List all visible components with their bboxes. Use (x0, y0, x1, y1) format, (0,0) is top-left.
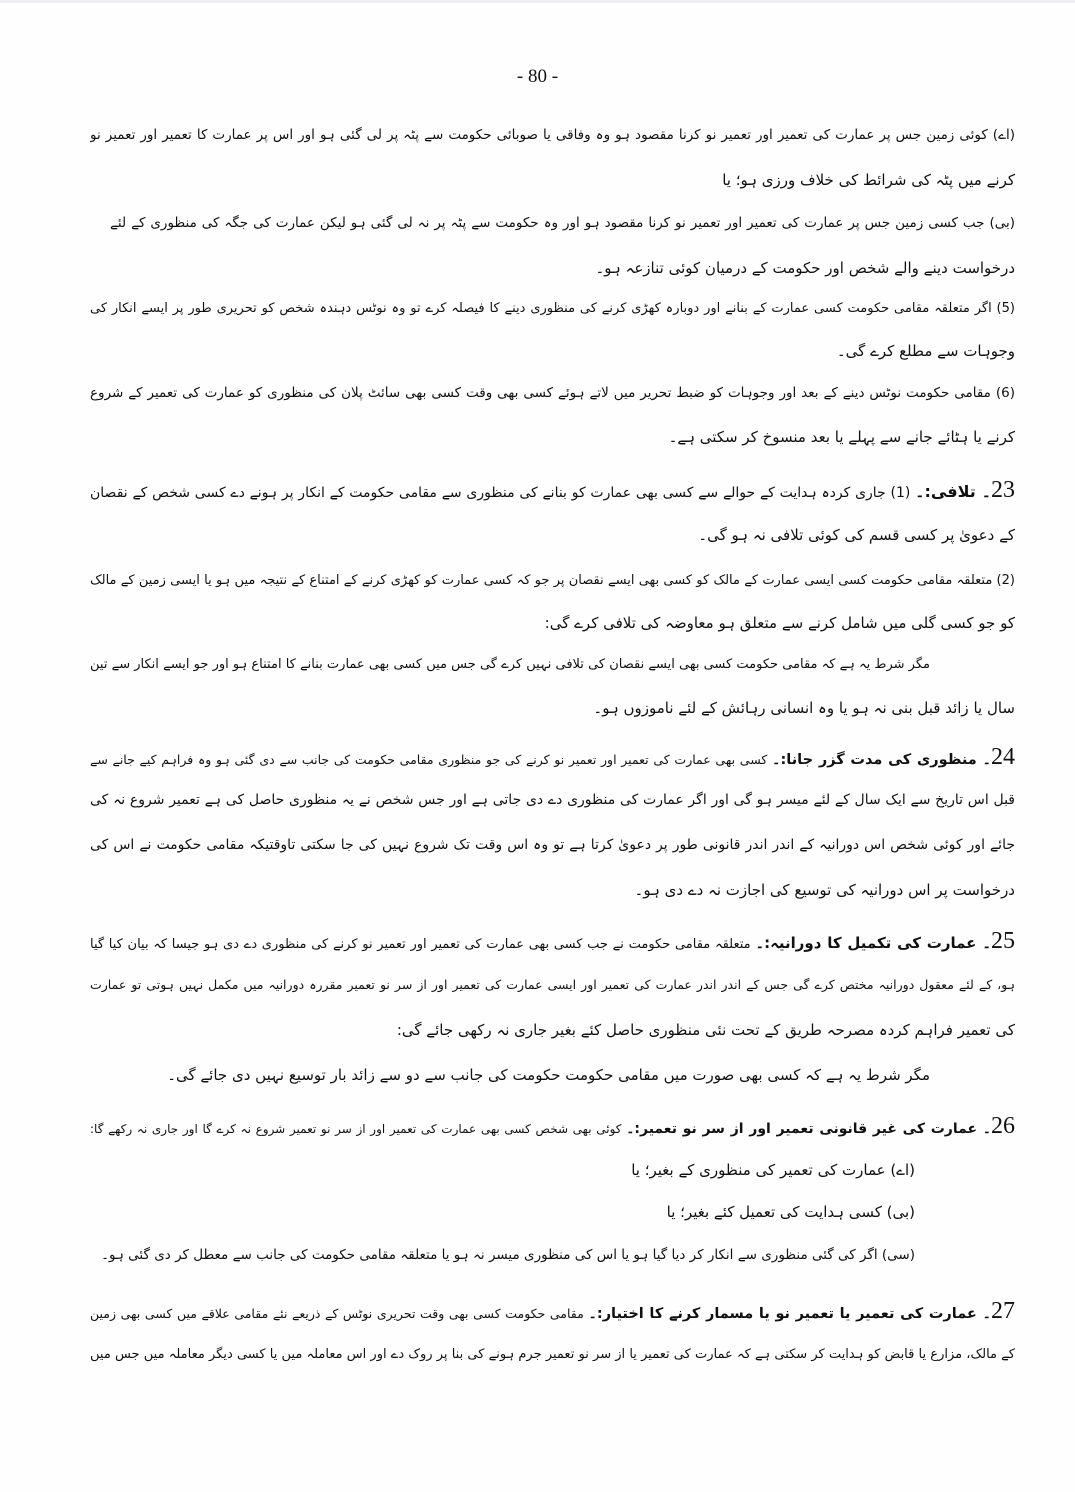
text-line: (بی) جب کسی زمین جس پر عمارت کی تعمیر اور تعمیر نو کرنا مقصود ہو اور وہ حکومت سے پٹہ پر نہ لی گئی ہو لیکن عمارت کی جگہ کی منظوری کے لئے (110, 215, 1015, 231)
section-text: مقامی حکومت کسی بھی وقت تحریری نوٹس کے ذریعے نئے مقامی علاقے میں کسی بھی زمین (90, 1306, 584, 1321)
section-heading: ۔ عمارت کی تکمیل کا دورانیہ:۔ (755, 934, 991, 952)
text-line: قبل اس تاریخ سے ایک سال کے لئے میسر ہو گی اور اگر عمارت کی منظوری دے دی جاتی ہے اور جس شخص نے یہ منظوری حاصل کی ہے تعمیر شروع نہ کی (90, 792, 1015, 808)
section-number: 27 (991, 1298, 1015, 1324)
section-heading: ۔ عمارت کی غیر قانونی تعمیر اور از سر نو تعمیر:۔ (626, 1121, 991, 1137)
text-line: کی تعمیر فراہم کردہ مصرحہ طریق کے تحت نئی منظوری حاصل کئے بغیر جاری نہ رکھی جائے گی: (396, 1021, 1015, 1039)
section-text: (1) جاری کردہ ہدایت کے حوالے سے کسی بھی عمارت کو بنانے کی منظوری سے مقامی حکومت کے انکار پر ہونے دے کسی شخص کے نقصان (90, 485, 911, 501)
text-line: درخواست پر اس دورانیہ کی توسیع کی اجازت نہ دے دی ہو۔ (634, 881, 1015, 899)
list-item: (بی) کسی ہدایت کی تعمیل کئے بغیر؛ یا (666, 1203, 915, 1221)
list-item: (سی) اگر کی گئی منظوری سے انکار کر دیا گیا ہو یا اس کی منظوری میسر نہ ہو یا متعلقہ مقامی حکومت کی جانب سے معطل کر دی گئی ہو۔ (101, 1247, 915, 1263)
section-23-line (90, 472, 1015, 508)
text-line: وجوہات سے مطلع کرے گی۔ (836, 342, 1015, 360)
section-number: 26 (991, 1113, 1015, 1139)
text-line: (5) اگر متعلقہ مقامی حکومت کسی عمارت کے بنانے اور دوبارہ کھڑی کرنے کی منظوری دینے کا فیصلہ کرے تو وہ نوٹس دہندہ شخص کو تحریری طور پر ایسے انکار کی (90, 301, 1015, 316)
section-text: کوئی بھی شخص کسی بھی عمارت کی تعمیر اور از سر نو تعمیر شروع نہ کرے گا اور جاری نہ رکھے گا: (90, 1122, 622, 1136)
text-line: کرنے یا ہٹائے جانے سے پہلے یا بعد منسوخ کر سکتی ہے۔ (668, 428, 1015, 446)
proviso-line: مگر شرط یہ ہے کہ مقامی حکومت کسی بھی ایسے نقصان کی تلافی نہیں کرے گی جس میں کسی بھی عمارت بنانے کا امتناع ہو اور جو ایسے انکار سے تین (90, 657, 930, 672)
top-strip (0, 0, 1075, 3)
text-line: (2) متعلقہ مقامی حکومت کسی ایسی عمارت کے مالک کو کسی بھی ایسے نقصان پر جو کہ کسی عمارت کو کھڑی کرنے کے امتناع کے نتیجہ میں ہو یا ایسی زمین کے مالک (90, 573, 1015, 588)
section-heading: ۔ تلافی:۔ (915, 482, 992, 501)
text-line: (اے) کوئی زمین جس پر عمارت کی تعمیر اور تعمیر نو کرنا مقصود ہو وہ وفاقی یا صوبائی حکومت سے پٹہ پر لی گئی ہو اور اس پر عمارت کا تعمیر اور تعمیر نو (90, 127, 1015, 143)
section-25-line (90, 923, 1015, 959)
text-line: کے مالک، مزارع یا قابض کو ہدایت کر سکتی ہے کہ عمارت کی تعمیر یا از سر نو تعمیر جرم ہونے کی بنا پر روک دے اور اس معاملہ میں یا کسی دیگر معاملہ میں جس میں (90, 1347, 1015, 1362)
section-heading: ۔ منظوری کی مدت گزر جانا:۔ (772, 752, 991, 768)
section-26-line (90, 1108, 1015, 1144)
text-line: کرنے میں پٹہ کی شرائط کی خلاف ورزی ہو؛ یا (722, 171, 1015, 189)
section-number: 24 (991, 744, 1015, 770)
text-line: کو جو کسی گلی میں شامل کرنے سے متعلق ہو معاوضہ کی تلافی کرے گی: (544, 614, 1015, 632)
section-number: 23 (991, 477, 1015, 503)
text-line: کے دعویٰ پر کسی قسم کی کوئی تلافی نہ ہو گی۔ (698, 526, 1015, 544)
section-text: متعلقہ مقامی حکومت نے جب کسی بھی عمارت کی تعمیر اور تعمیر نو کرنے کی منظوری دے دی ہو جیسا کہ بیان کیا گیا (90, 937, 751, 952)
list-item: (اے) عمارت کی تعمیر کی منظوری کے بغیر؛ یا (631, 1161, 915, 1179)
page-number: - 80 - (516, 66, 559, 87)
section-24-line (90, 739, 1015, 775)
text-line: جائے اور کوئی شخص اس دورانیہ کے اندر اندر قانونی طور پر دعویٰ کرتا ہے تو وہ اس وقت تک شروع نہیں کی جا سکتی تاوقتیکہ مقامی حکومت نے اس کی (90, 837, 1015, 853)
section-number: 25 (991, 928, 1015, 954)
text-line: سال یا زائد قبل بنی نہ ہو یا وہ انسانی رہائش کے لئے ناموزوں ہو۔ (593, 699, 1015, 717)
text-line: ہو، کے لئے معقول دورانیہ مختص کرے گی جس کے اندر اندر عمارت کی تعمیر اور ایسی عمارت کی تعمیر اور از سر نو تعمیر مقررہ دورانیہ میں مکمل نہیں ہوتی تو عمارت (90, 977, 1015, 992)
section-text: کسی بھی عمارت کی تعمیر اور تعمیر نو کرنے کی جو منظوری مقامی حکومت کی جانب سے دی گئی ہو وہ فراہم کیے جانے سے (90, 752, 768, 767)
text-line: (6) مقامی حکومت نوٹس دینے کے بعد اور وجوہات کو ضبط تحریر میں لاتے ہوئے کسی بھی وقت کسی بھی سائٹ پلان کی منظوری کو عمارت کی تعمیر کے شروع (90, 385, 1015, 401)
section-heading: ۔ عمارت کی تعمیر یا تعمیر نو یا مسمار کرنے کا اختیار:۔ (588, 1306, 991, 1322)
text-line: درخواست دینے والے شخص اور حکومت کے درمیان کوئی تنازعہ ہو۔ (595, 259, 1015, 277)
proviso-line: مگر شرط یہ ہے کہ کسی بھی صورت میں مقامی حکومت حکومت کی جانب سے دو سے زائد بار توسیع نہیں دی جائے گی۔ (167, 1066, 930, 1084)
section-27-line (90, 1293, 1015, 1329)
